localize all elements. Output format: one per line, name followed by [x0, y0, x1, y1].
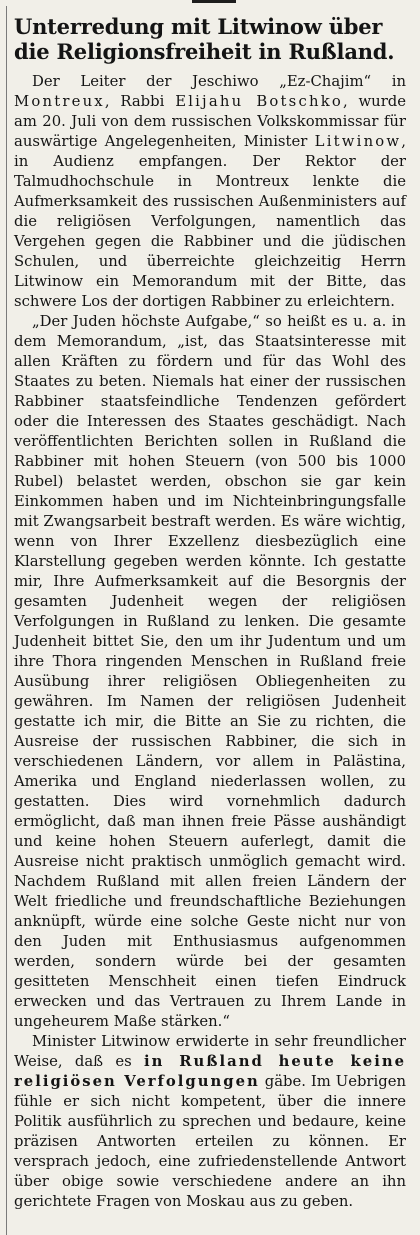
- headline-line-1: Unterredung mit Litwinow über: [14, 14, 383, 39]
- rabbi-name: Elijahu Botschko: [175, 93, 343, 110]
- paragraph-3-text-b: gäbe. Im Uebrigen fühle er sich nicht kompetent, über die innere Politik ausführlich zu sprechen und bedaure, keine präzisen Antworten erteilen zu können. Er versprach jedoch, eine zufriedenstellende Antwort über obige sowie verschiedene andere an ihn gerichtete Fragen von Moskau aus zu geben.: [14, 1073, 406, 1210]
- paragraph-1-text-a: Der Leiter der Jeschiwo „Ez-Chajim“ in: [32, 73, 406, 90]
- paragraph-1: [14, 72, 406, 312]
- paragraph-3-text-a: Minister Litwinow erwiderte in sehr freundlicher Weise, daß es: [14, 1033, 406, 1070]
- paragraph-3: [14, 1032, 406, 1212]
- headline: [14, 14, 406, 64]
- emphasized-statement: in Rußland heute keine religiösen Verfolgungen: [14, 1053, 406, 1090]
- paragraph-1-text-b: , Rabbi: [104, 93, 176, 110]
- place-montreux: Montreux: [14, 93, 105, 110]
- headline-line-2: die Religionsfreiheit in Rußland.: [14, 39, 395, 64]
- top-rule: [192, 0, 236, 3]
- article: [14, 14, 406, 1212]
- paragraph-1-text-d: , in Audienz empfangen. Der Rektor der Talmudhochschule in Montreux lenkte die Aufmerksamkeit des russischen Außenministers auf die religiösen Verfolgungen, namentlich das Vergehen gegen die Rabbiner und die jüdischen Schulen, und überreichte gleichzeitig Herrn Litwinow ein Memorandum mit der Bitte, das schwere Los der dortigen Rabbiner zu erleichtern.: [14, 133, 406, 310]
- paragraph-2: „Der Juden höchste Aufgabe,“ so heißt es u. a. in dem Memorandum, „ist, das Staatsinteresse mit allen Kräften zu fördern und für das Wohl des Staates zu beten. Niemals hat einer der russischen Rabbiner staatsfeindliche Tendenzen gefördert oder die Interessen des Staates geschädigt. Nach veröffentlichten Berichten sollen in Rußland die Rabbiner mit hohen Steuern (von 500 bis 1000 Rubel) belastet werden, obschon sie gar kein Einkommen haben und im Nichteinbringungsfalle mit Zwangsarbeit bestraft werden. Es wäre wichtig, wenn von Ihrer Exzellenz diesbezüglich eine Klarstellung gegeben werden könnte. Ich gestatte mir, Ihre Aufmerksamkeit auf die Besorgnis der gesamten Judenheit wegen der religiösen Verfolgungen in Rußland zu lenken. Die gesamte Judenheit bittet Sie, den um ihr Judentum und um ihre Thora ringenden Menschen in Rußland freie Ausübung ihrer religiösen Obliegenheiten zu gewähren. Im Namen der religiösen Judenheit gestatte ich mir, die Bitte an Sie zu richten, die Ausreise der russischen Rabbiner, die sich in verschiedenen Ländern, vor allem in Palästina, Amerika und England niederlassen wollen, zu gestatten. Dies wird vornehmlich dadurch ermöglicht, daß man ihnen freie Pässe aushändigt und keine hohen Steuern auferlegt, damit die Ausreise nicht praktisch unmöglich gemacht wird. Nachdem Rußland mit allen freien Ländern der Welt friedliche und freundschaftliche Beziehungen anknüpft, würde eine solche Geste nicht nur von den Juden mit Enthusiasmus aufgenommen werden, sondern würde bei der gesamten gesitteten Menschheit einen tiefen Eindruck erwecken und das Vertrauen zu Ihrem Lande in ungeheurem Maße stärken.“: [14, 313, 406, 1030]
- paragraph-1-text-c: , wurde am 20. Juli von dem russischen Volkskommissar für auswärtige Angelegenheiten, Minister: [14, 93, 406, 150]
- minister-name: Litwinow: [314, 133, 402, 150]
- column-rule: [6, 6, 7, 1235]
- article-body: [14, 72, 406, 1212]
